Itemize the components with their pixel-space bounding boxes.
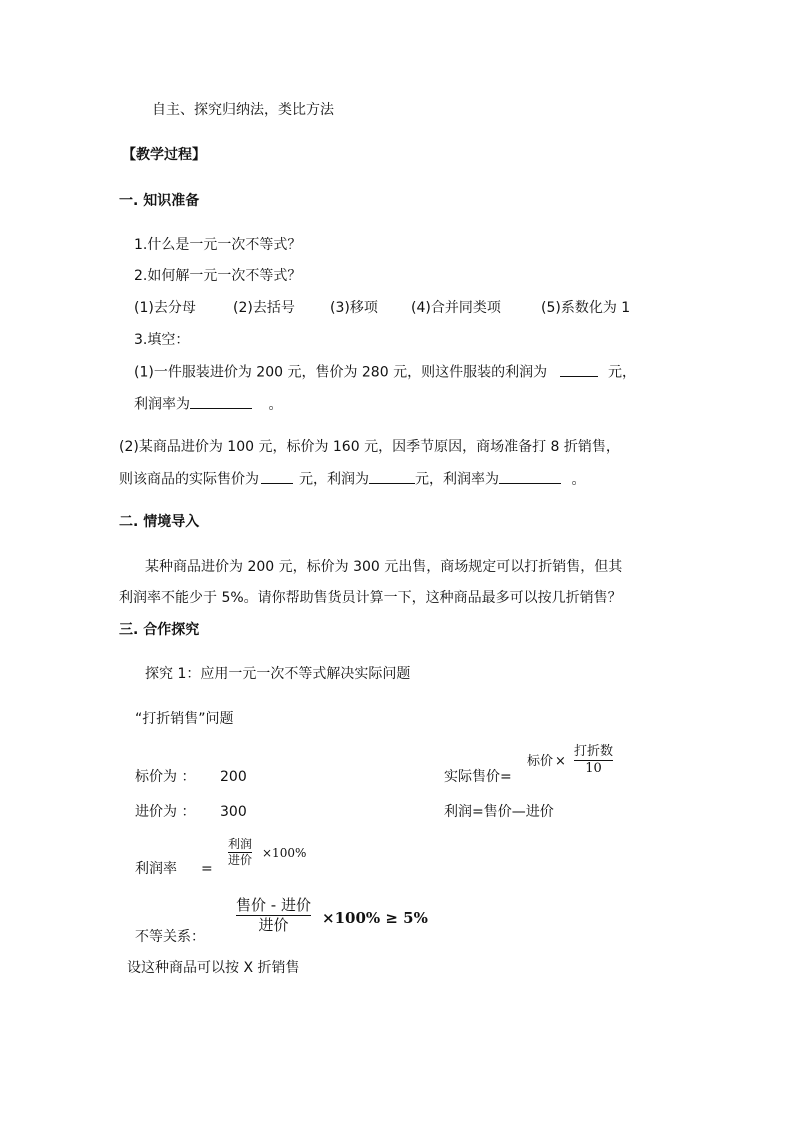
- fraction-denominator: 进价: [228, 853, 253, 868]
- problem-2-text-b: 元，利润为: [299, 471, 369, 488]
- fraction-numerator: 利润: [228, 837, 253, 851]
- problem-2-text-c: 元，利润率为: [415, 471, 499, 488]
- problem-2-line-1: (2)某商品进价为 100 元，标价为 160 元，因季节原因，商场准备打 8 折销售，: [119, 439, 620, 455]
- problem-1-line-1: [134, 363, 636, 381]
- actual-price-numerator-a: [527, 754, 568, 770]
- let-x-statement: 设这种商品可以按 X 折销售: [127, 960, 300, 976]
- question-2: 2.如何解一元一次不等式？: [134, 268, 302, 284]
- fraction-denominator: 10: [585, 761, 602, 777]
- inequality-fraction: [236, 897, 311, 933]
- mark-price-word: 标价: [527, 754, 554, 769]
- discount-fraction: [574, 745, 613, 777]
- profit-rate-label: 利润率: [135, 861, 177, 877]
- cost-price-label: 进价为 ：: [135, 804, 196, 820]
- problem-1-text: (1)一件服装进价为 200 元，售价为 280 元，则这件服装的利润为: [134, 364, 548, 381]
- profit-formula: 利润=售价—进价: [444, 804, 554, 820]
- profit-rate-label: 利润率为: [134, 396, 190, 413]
- intro-method: 自主、探究归纳法，类比方法: [152, 102, 334, 118]
- section-2-title: 二. 情境导入: [119, 514, 200, 530]
- section-1-title: 一. 知识准备: [119, 193, 200, 209]
- step-1: (1)去分母: [134, 300, 196, 316]
- question-3: 3.填空：: [134, 332, 190, 348]
- inequality-label: 不等关系：: [135, 929, 205, 945]
- step-5: (5)系数化为 1: [541, 300, 631, 316]
- mark-price-label: 标价为 ：: [135, 769, 196, 785]
- answer-blank: [499, 470, 561, 484]
- problem-2-line-2: [119, 470, 585, 488]
- step-2: (2)去括号: [233, 300, 295, 316]
- problem-1-line-2: [134, 395, 282, 413]
- inequality-tail: ×100% ≥ 5%: [322, 909, 428, 927]
- percent-multiplier: ×100%: [262, 846, 307, 860]
- answer-blank: [369, 470, 415, 484]
- cost-price-value: 300: [220, 804, 247, 820]
- fraction-denominator: 进价: [258, 915, 289, 934]
- scenario-line-1: 某种商品进价为 200 元，标价为 300 元出售，商场规定可以打折销售，但其: [145, 559, 623, 575]
- actual-price-label: 实际售价=: [444, 769, 512, 785]
- answer-blank: [560, 363, 598, 377]
- discount-topic: “打折销售”问题: [135, 711, 234, 727]
- problem-1-unit: 元，: [607, 364, 636, 381]
- mark-price-value: 200: [220, 769, 247, 785]
- process-heading: 【教学过程】: [122, 147, 206, 163]
- section-3-title: 三. 合作探究: [119, 622, 200, 638]
- fraction-numerator: 售价 - 进价: [236, 896, 311, 914]
- step-4: (4)合并同类项: [411, 300, 501, 316]
- answer-blank: [261, 470, 293, 484]
- profit-rate-fraction: [228, 838, 252, 867]
- scenario-line-2: 利润率不能少于 5%。请你帮助售货员计算一下，这种商品最多可以按几折销售？: [119, 590, 622, 606]
- times-sign: ×: [555, 754, 566, 769]
- period: 。: [268, 396, 283, 413]
- answer-blank: [190, 395, 252, 409]
- question-1: 1.什么是一元一次不等式？: [134, 237, 302, 253]
- problem-2-text: 则该商品的实际售价为: [119, 471, 259, 488]
- equals-sign: =: [201, 861, 213, 877]
- step-3: (3)移项: [330, 300, 378, 316]
- explore-1: 探究 1：应用一元一次不等式解决实际问题: [145, 666, 411, 682]
- fraction-numerator: 打折数: [574, 744, 614, 759]
- period: 。: [571, 471, 586, 488]
